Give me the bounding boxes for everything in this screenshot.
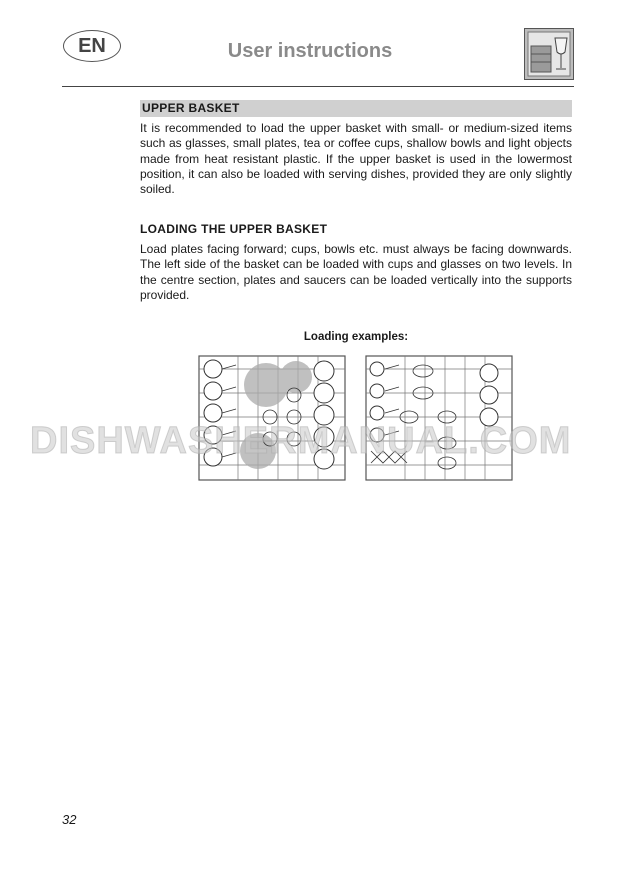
- dishwasher-glass-icon: [524, 28, 574, 80]
- page-title: User instructions: [227, 40, 393, 62]
- page-number: 32: [62, 812, 77, 827]
- watermark: DISHWASHERMANUAL.COM: [30, 420, 572, 462]
- header-divider: [62, 86, 574, 87]
- subsection-heading-loading: LOADING THE UPPER BASKET: [140, 222, 328, 236]
- section-heading-upper-basket: UPPER BASKET: [140, 100, 572, 117]
- figure-caption: Loading examples:: [303, 331, 409, 343]
- section-paragraph-upper-basket: It is recommended to load the upper basket with small- or medium-sized items such as glasses, small plates, tea or coffee cups, shallow bowls and light objects made from heat resistant plastic. If the upper basket is used in the lowermost position, it can also be loaded with serving dishes, provided they are only slightly soiled.: [140, 121, 572, 197]
- language-badge: EN: [63, 30, 121, 62]
- subsection-paragraph-loading: Load plates facing forward; cups, bowls etc. must always be facing downwards. The left side of the basket can be loaded with cups and glasses on two levels. In the centre section, plates and saucers can be loaded vertically into the supports provided.: [140, 242, 572, 302]
